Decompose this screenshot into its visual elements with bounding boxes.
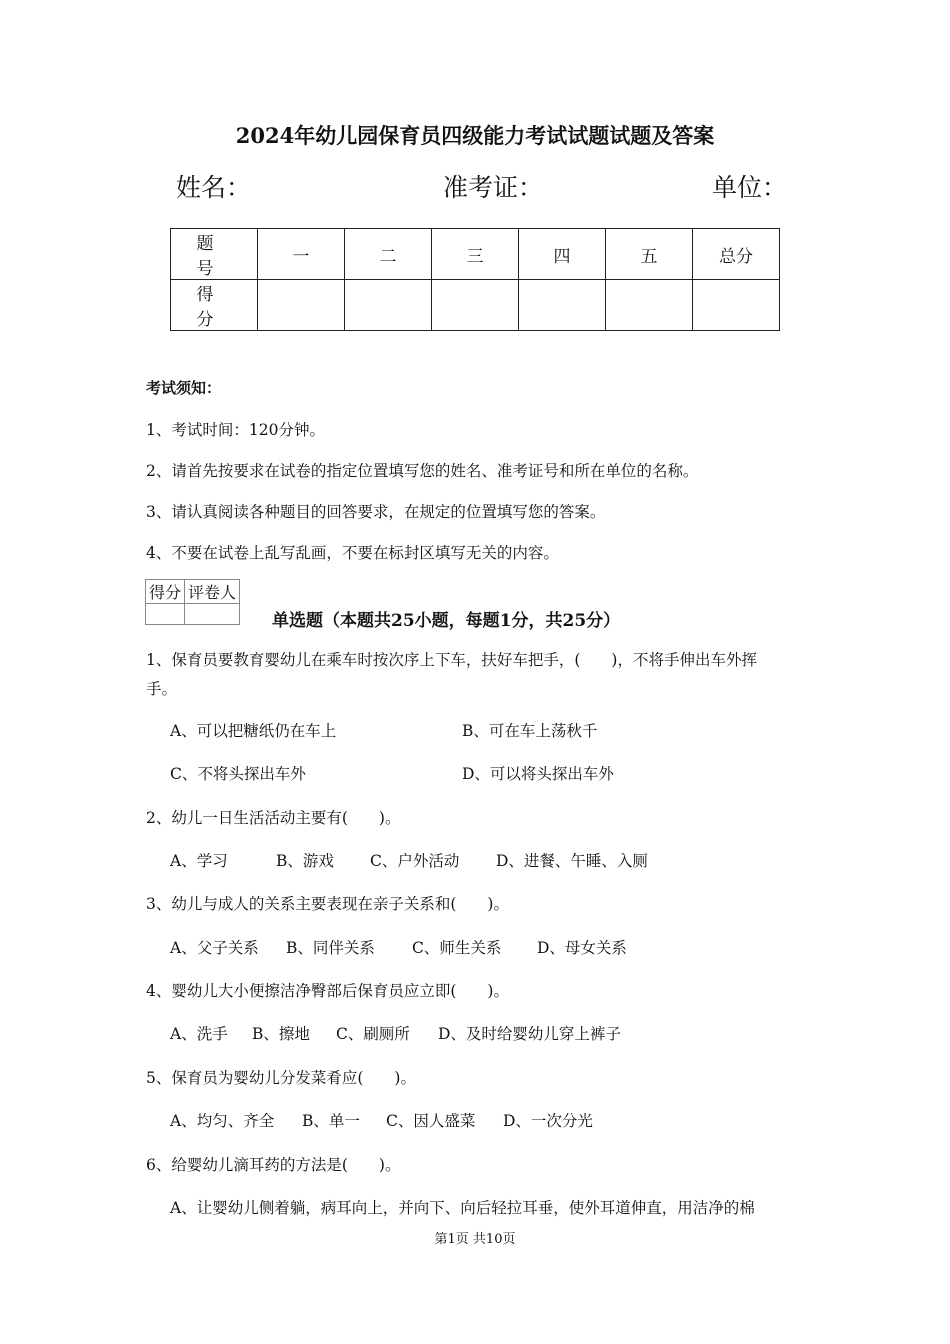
- section-title: 单选题（本题共25小题，每题1分，共25分）: [272, 611, 621, 631]
- score-input-cell[interactable]: [432, 280, 519, 331]
- option-c: C、刷厕所: [336, 1025, 410, 1043]
- option-d: D、进餐、午睡、入厕: [496, 852, 648, 870]
- option-a: A、父子关系: [170, 939, 259, 957]
- option-a: A、可以把糖纸仍在车上: [170, 722, 337, 740]
- option-b: B、同伴关系: [286, 939, 375, 957]
- notice-heading: 考试须知：: [146, 379, 222, 397]
- score-table-header-cell: 五: [606, 229, 693, 280]
- option-d: D、一次分光: [503, 1112, 593, 1130]
- option-b: B、单一: [302, 1112, 360, 1130]
- option-c: C、不将头探出车外: [170, 765, 306, 783]
- score-table-score-row: [171, 280, 780, 331]
- score-table-header-label: 题 号: [171, 229, 258, 280]
- question-stem: 3、幼儿与成人的关系主要表现在亲子关系和( )。: [146, 895, 509, 913]
- question-stem: 5、保育员为婴幼儿分发菜肴应( )。: [146, 1069, 416, 1087]
- grader-score-label: 得分: [146, 580, 185, 604]
- option-a: A、学习: [170, 852, 228, 870]
- question-stem-continued: 手。: [146, 680, 178, 698]
- notice-item: 1、考试时间：120分钟。: [146, 421, 325, 439]
- grader-name-cell[interactable]: [185, 604, 240, 625]
- score-input-cell[interactable]: [606, 280, 693, 331]
- grader-box: [145, 579, 240, 625]
- question-stem: 2、幼儿一日生活活动主要有( )。: [146, 809, 401, 827]
- notice-item: 4、不要在试卷上乱写乱画，不要在标封区填写无关的内容。: [146, 544, 559, 562]
- option-d: D、及时给婴幼儿穿上裤子: [438, 1025, 621, 1043]
- option-d: D、可以将头探出车外: [462, 765, 614, 783]
- score-table-header-cell: 四: [519, 229, 606, 280]
- score-input-cell[interactable]: [693, 280, 780, 331]
- option-b: B、擦地: [252, 1025, 310, 1043]
- option-d: D、母女关系: [537, 939, 627, 957]
- notice-item: 3、请认真阅读各种题目的回答要求，在规定的位置填写您的答案。: [146, 503, 606, 521]
- option-a: A、洗手: [170, 1025, 228, 1043]
- exam-id-field-label: 准考证：: [443, 173, 544, 202]
- option-c: C、师生关系: [412, 939, 502, 957]
- option-a: A、让婴幼儿侧着躺，病耳向上，并向下、向后轻拉耳垂，使外耳道伸直，用洁净的棉: [170, 1199, 755, 1217]
- document-title: 2024年幼儿园保育员四级能力考试试题试题及答案: [235, 123, 715, 148]
- score-table-row-label: 得 分: [171, 280, 258, 331]
- score-input-cell[interactable]: [519, 280, 606, 331]
- unit-field-label: 单位：: [712, 173, 788, 202]
- score-table: [170, 228, 780, 331]
- option-b: B、可在车上荡秋千: [462, 722, 598, 740]
- question-stem: 6、给婴幼儿滴耳药的方法是( )。: [146, 1156, 401, 1174]
- question-stem: 1、保育员要教育婴幼儿在乘车时按次序上下车，扶好车把手，( )，不将手伸出车外挥: [146, 651, 757, 669]
- option-b: B、游戏: [276, 852, 334, 870]
- page-footer: 第1页 共10页: [434, 1232, 516, 1247]
- grader-name-label: 评卷人: [185, 580, 240, 604]
- score-input-cell[interactable]: [345, 280, 432, 331]
- score-table-header-cell: 一: [258, 229, 345, 280]
- option-a: A、均匀、齐全: [170, 1112, 275, 1130]
- notice-item: 2、请首先按要求在试卷的指定位置填写您的姓名、准考证号和所在单位的名称。: [146, 462, 699, 480]
- score-input-cell[interactable]: [258, 280, 345, 331]
- option-c: C、户外活动: [370, 852, 460, 870]
- option-c: C、因人盛菜: [386, 1112, 476, 1130]
- score-table-header-cell: 三: [432, 229, 519, 280]
- score-table-header-cell: 二: [345, 229, 432, 280]
- grader-score-cell[interactable]: [146, 604, 185, 625]
- name-field-label: 姓名：: [176, 173, 252, 202]
- score-table-header-row: [171, 229, 780, 280]
- question-stem: 4、婴幼儿大小便擦洁净臀部后保育员应立即( )。: [146, 982, 509, 1000]
- score-table-header-cell: 总分: [693, 229, 780, 280]
